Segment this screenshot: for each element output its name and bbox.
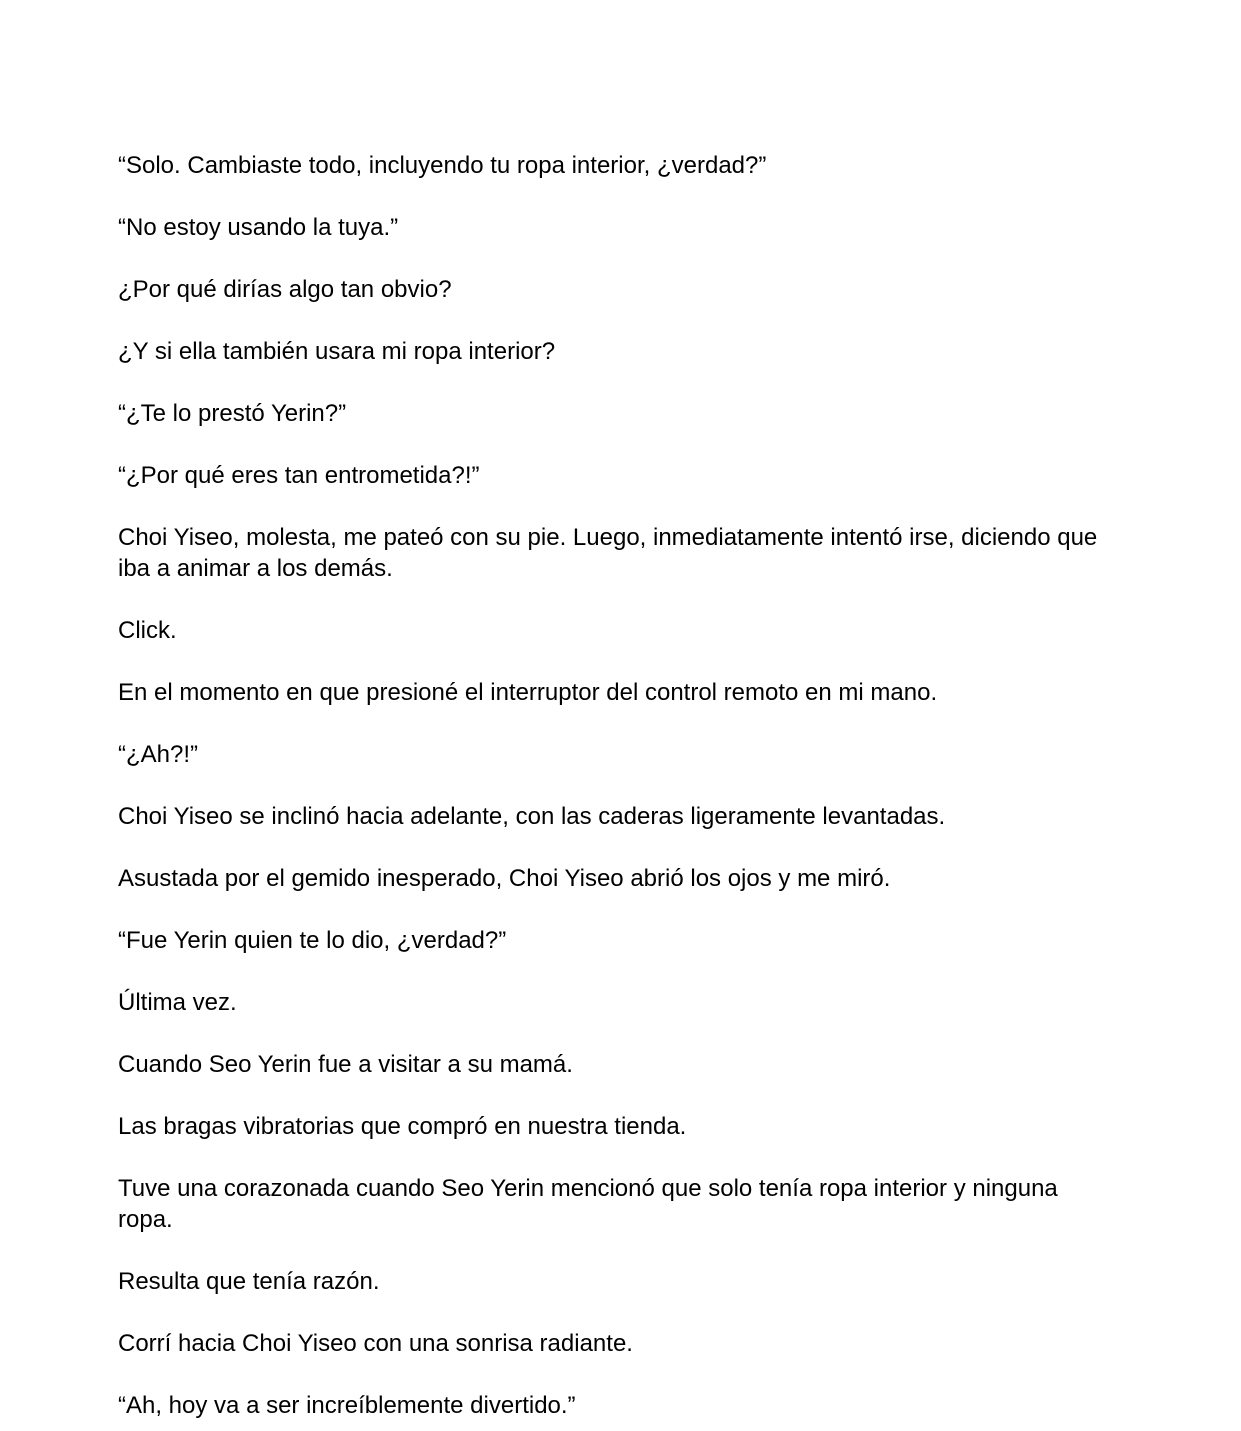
paragraph: Cuando Seo Yerin fue a visitar a su mamá. <box>118 1051 573 1078</box>
paragraph: “Solo. Cambiaste todo, incluyendo tu ropa interior, ¿verdad?” <box>118 152 767 179</box>
paragraph: “¿Ah?!” <box>118 741 199 768</box>
paragraph: ¿Por qué dirías algo tan obvio? <box>118 276 452 303</box>
paragraph: En el momento en que presioné el interruptor del control remoto en mi mano. <box>118 679 938 706</box>
paragraph: Última vez. <box>118 989 237 1016</box>
paragraph: Choi Yiseo, molesta, me pateó con su pie. Luego, inmediatamente intentó irse, diciendo que iba a animar a los demás. <box>118 524 1098 582</box>
paragraph: Las bragas vibratorias que compró en nuestra tienda. <box>118 1113 687 1140</box>
paragraph: “No estoy usando la tuya.” <box>118 214 399 241</box>
paragraph: Resulta que tenía razón. <box>118 1268 380 1295</box>
paragraph: Asustada por el gemido inesperado, Choi Yiseo abrió los ojos y me miró. <box>118 865 891 892</box>
paragraph: Corrí hacia Choi Yiseo con una sonrisa radiante. <box>118 1330 633 1357</box>
paragraph: “Ah, hoy va a ser increíblemente divertido.” <box>118 1392 576 1419</box>
paragraph: Choi Yiseo se inclinó hacia adelante, con las caderas ligeramente levantadas. <box>118 803 946 830</box>
paragraph: ¿Y si ella también usara mi ropa interior? <box>118 338 556 365</box>
document-body <box>118 150 1118 1421</box>
paragraph: Click. <box>118 617 177 644</box>
paragraph: “¿Te lo prestó Yerin?” <box>118 400 347 427</box>
paragraph: “Fue Yerin quien te lo dio, ¿verdad?” <box>118 927 507 954</box>
paragraph: Tuve una corazonada cuando Seo Yerin mencionó que solo tenía ropa interior y ninguna ropa. <box>118 1175 1058 1233</box>
paragraph: “¿Por qué eres tan entrometida?!” <box>118 462 480 489</box>
